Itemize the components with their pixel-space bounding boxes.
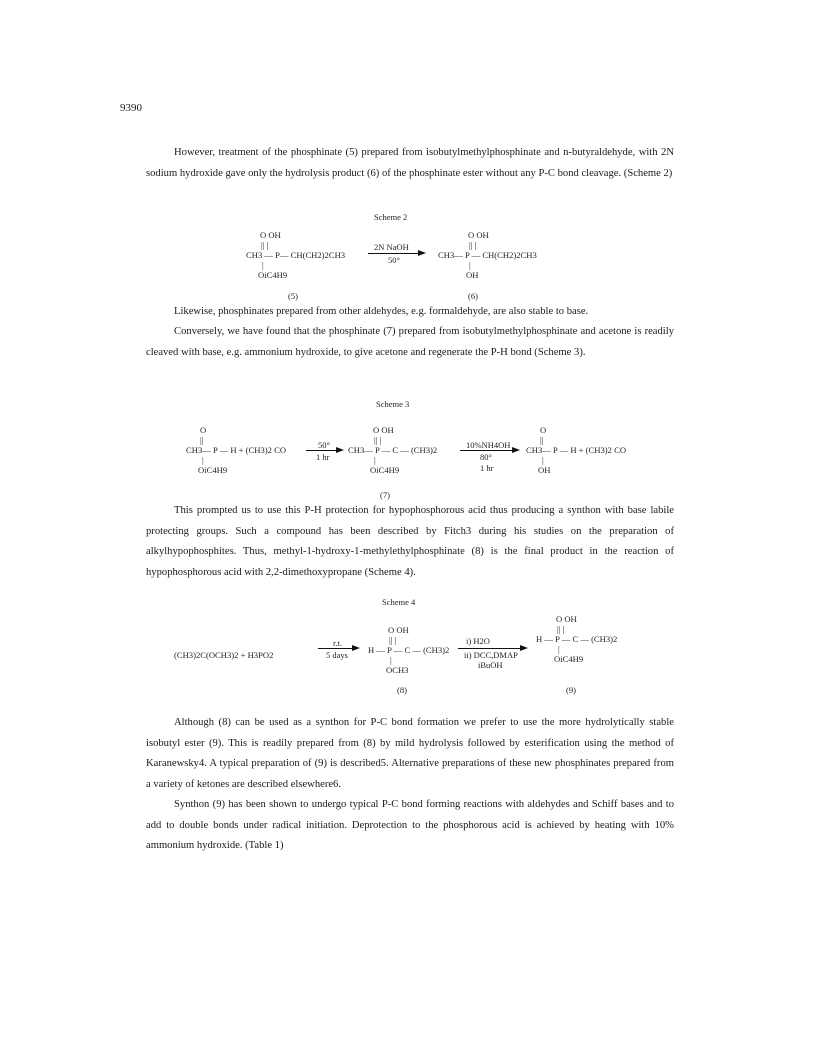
scheme-3-condition-1-time: 1 hr (316, 452, 330, 462)
scheme-2-condition-temp: 50° (388, 255, 400, 265)
paragraph-4: This prompted us to use this P-H protection for hypophosphorous acid thus producing a synthon with base labile protecting groups. Such a compound has been described by Fitch3 during his studies on the preparation of alkylhypophosphites. Thus, methyl-1-hydroxy-1-methylethylphosphinate (8) is the final product in the reaction of hypophosphorous acid with 2,2-dimethoxypropane (Scheme 4). (146, 505, 674, 578)
scheme-3-condition-2-temp: 80° (480, 452, 492, 462)
scheme-2-title: Scheme 2 (374, 212, 408, 222)
scheme-3-condition-2-reagent: 10%NH4OH (466, 440, 511, 450)
scheme-3-title: Scheme 3 (376, 399, 410, 409)
scheme-3-condition-1-temp: 50° (318, 440, 330, 450)
scheme-4-condition-2-step-1: i) H2O (466, 636, 490, 646)
compound-label-8: (8) (397, 685, 407, 695)
paragraph-3: Conversely, we have found that the phosphinate (7) prepared from isobutylmethylphosphinate and acetone is readily cleaved with base, e.g. ammonium hydroxide, to give acetone and regenerate the P-H bond (Scheme 3). (146, 326, 674, 358)
compound-label-6: (6) (468, 291, 478, 301)
compound-5: O OH || | CH3 — P— CH(CH2)2CH3 | OiC4H9 (246, 230, 346, 280)
reactant-isobutylmethylphosphinate: O || CH3— P — H + (CH3)2 CO | OiC4H9 (186, 425, 287, 475)
product-methylphosphinic-acid: O || CH3— P — H + (CH3)2 CO | OH (526, 425, 627, 475)
reaction-arrow (368, 253, 424, 254)
scheme-4-reactants: (CH3)2C(OCH3)2 + H3PO2 (174, 650, 274, 660)
compound-6: O OH || | CH3— P — CH(CH2)2CH3 | OH (438, 230, 537, 280)
scheme-4-condition-1-time: 5 days (326, 650, 348, 660)
reaction-arrow (306, 450, 342, 451)
scheme-4-title: Scheme 4 (382, 597, 416, 607)
page-number: 9390 (120, 102, 142, 114)
reaction-arrow (460, 450, 518, 451)
compound-label-7: (7) (380, 490, 390, 500)
paragraph-6: Synthon (9) has been shown to undergo typical P-C bond forming reactions with aldehydes and Schiff bases and to add to double bonds under radical initiation. Deprotection to the phosphorous acid is achieved by heating with 10% ammonium hydroxide. (Table 1) (146, 799, 674, 851)
paragraph-2: Likewise, phosphinates prepared from other aldehydes, e.g. formaldehyde, are also stable to base. (174, 306, 589, 317)
reaction-arrow (318, 648, 358, 649)
compound-8: O OH || | H — P — C — (CH3)2 | OCH3 (368, 625, 450, 675)
compound-label-5: (5) (288, 291, 298, 301)
scheme-2-condition-reagent: 2N NaOH (374, 242, 409, 252)
reaction-arrow (458, 648, 526, 649)
scheme-4-condition-1-temp: r.t. (333, 638, 342, 648)
scheme-4-condition-2-step-2: ii) DCC,DMAP (464, 650, 518, 660)
compound-label-9: (9) (566, 685, 576, 695)
compound-9: O OH || | H — P — C — (CH3)2 | OiC4H9 (536, 614, 618, 664)
scheme-3-condition-2-time: 1 hr (480, 463, 494, 473)
paragraph-5: Although (8) can be used as a synthon for P-C bond formation we prefer to use the more hydrolytically stable isobutyl ester (9). This is readily prepared from (8) by mild hydrolysis followed by esterification using the method of Karanewsky4. A typical preparation of (9) is described5. Alternative preparations of these new phosphinates prepared from a variety of ketones are described elsewhere6. (146, 717, 674, 790)
compound-7: O OH || | CH3— P — C — (CH3)2 | OiC4H9 (348, 425, 438, 475)
scheme-4-condition-2-solvent: iBuOH (478, 660, 503, 670)
paragraph-1: However, treatment of the phosphinate (5) prepared from isobutylmethylphosphinate and n-butyraldehyde, with 2N sodium hydroxide gave only the hydrolysis product (6) of the phosphinate ester without any P-C bond cleavage. (Scheme 2) (146, 147, 674, 179)
